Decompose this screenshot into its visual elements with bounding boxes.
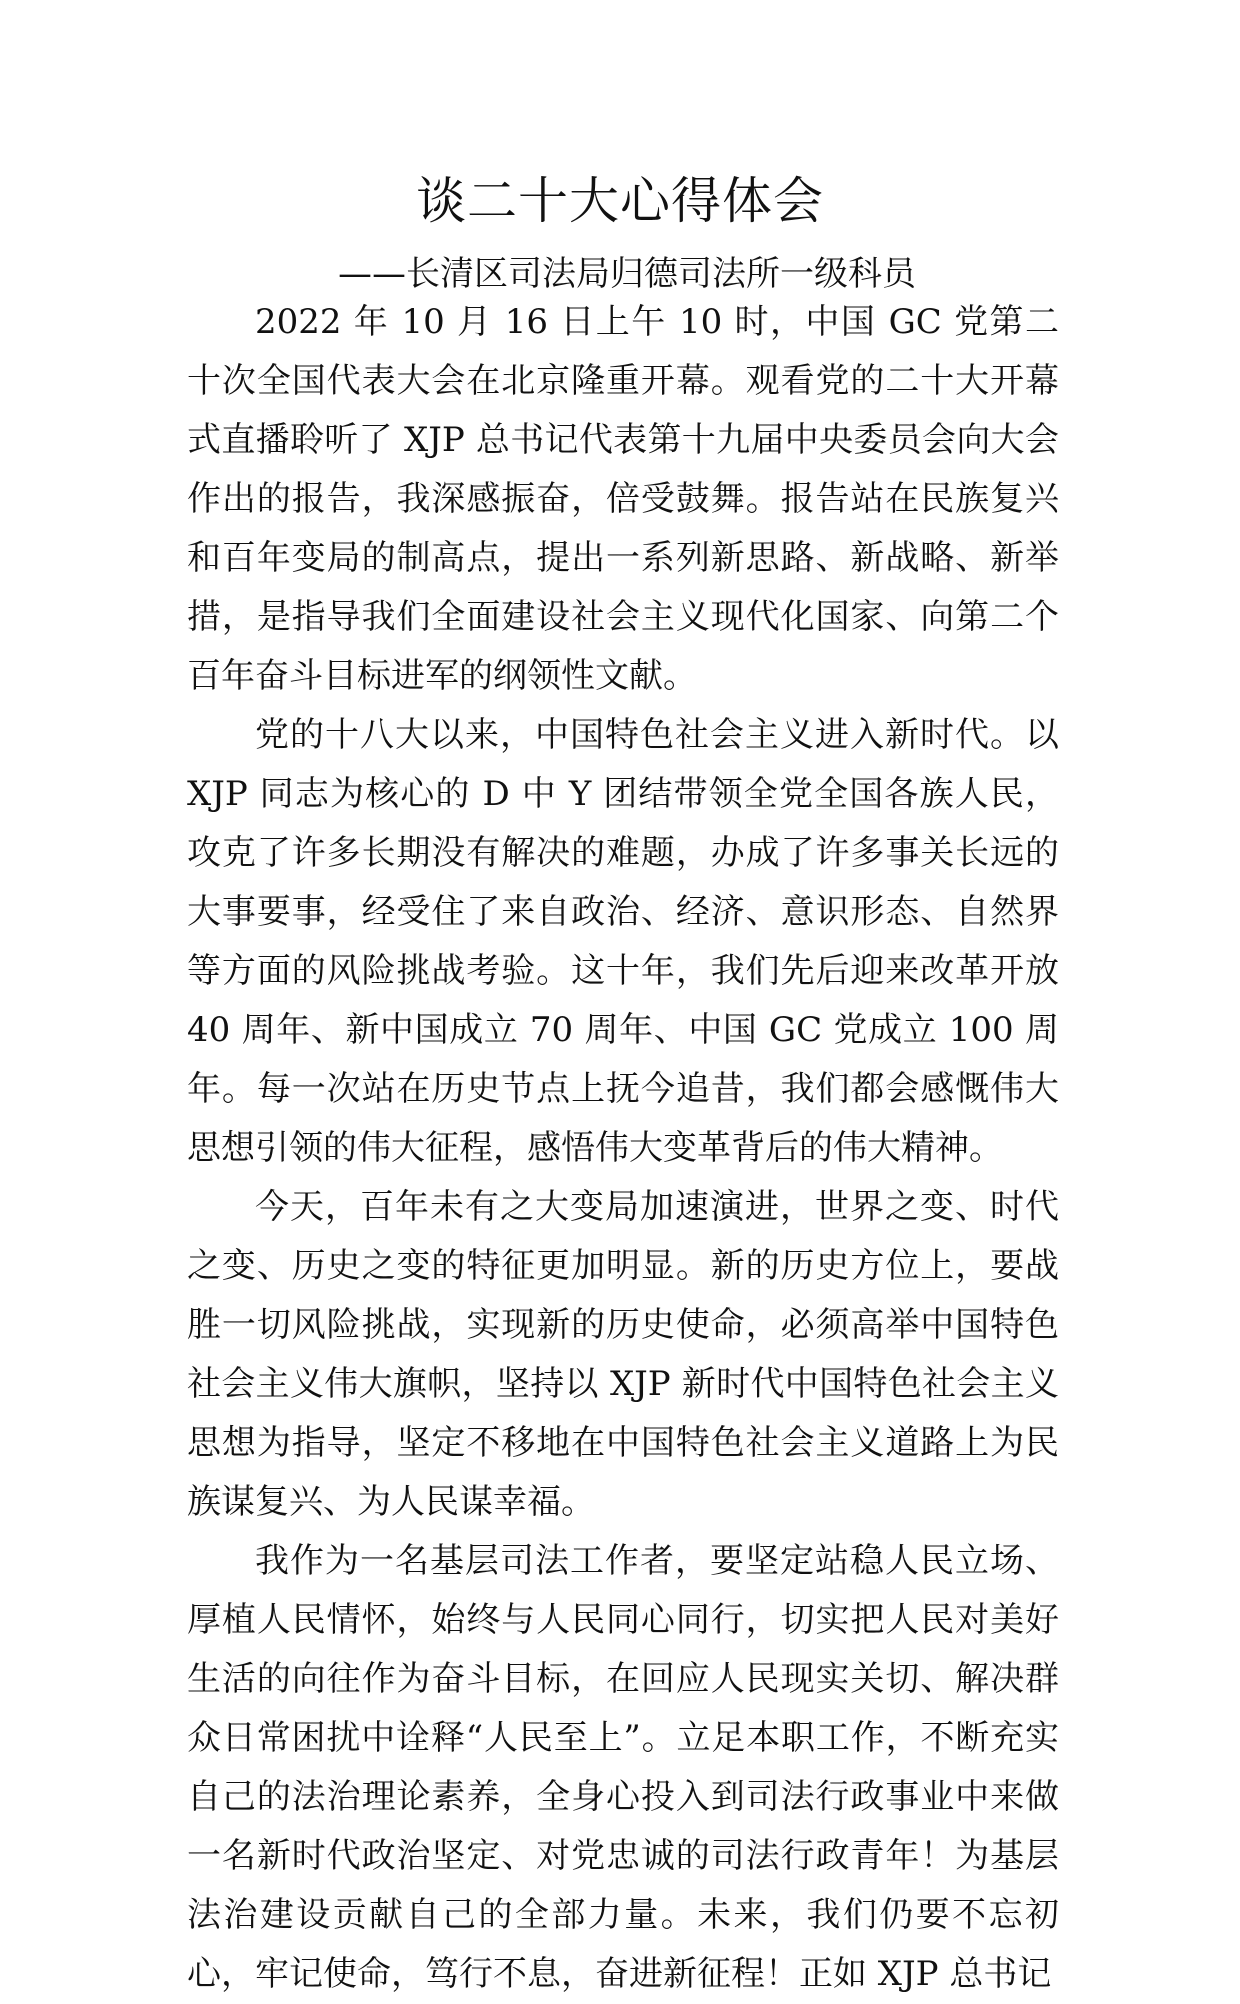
document-title: 谈二十大心得体会 <box>416 172 824 230</box>
paragraph: 今天，百年未有之大变局加速演进，世界之变、时代之变、历史之变的特征更加明显。新的历史方位上，要战胜一切风险挑战，实现新的历史使命，必须高举中国特色社会主义伟大旗帜，坚持以 XJP 新时代中国特色社会主义思想为指导，坚定不移地在中国特色社会主义道路上为民族谋复兴、为人民谋幸福。 <box>187 1187 1059 1522</box>
paragraph: 党的十八大以来，中国特色社会主义进入新时代。以 XJP 同志为核心的 D 中 Y 团结带领全党全国各族人民，攻克了许多长期没有解决的难题，办成了许多事关长远的大事要事，经受住了来自政治、经济、意识形态、自然界等方面的风险挑战考验。这十年，我们先后迎来改革开放 40 周年、新中国成立 70 周年、中国 GC 党成立 100 周年。每一次站在历史节点上抚今追昔，我们都会感慨伟大思想引领的伟大征程，感悟伟大变革背后的伟大精神。 <box>187 715 1059 1168</box>
document-subtitle: ——长清区司法局归德司法所一级科员 <box>338 254 916 294</box>
paragraph: 我作为一名基层司法工作者，要坚定站稳人民立场、厚植人民情怀，始终与人民同心同行，切实把人民对美好生活的向往作为奋斗目标，在回应人民现实关切、解决群众日常困扰中诠释“人民至上”。立足本职工作，不断充实自己的法治理论素养，全身心投入到司法行政事业中来做一名新时代政治坚定、对党忠诚的司法行政青年！为基层法治建设贡献自己的全部力量。未来，我们仍要不忘初心，牢记使命，笃行不息，奋进新征程！正如 XJP 总书记 <box>187 1541 1059 1994</box>
paragraph: 2022 年 10 月 16 日上午 10 时，中国 GC 党第二十次全国代表大会在北京隆重开幕。观看党的二十大开幕式直播聆听了 XJP 总书记代表第十九届中央委员会向大会作出的报告，我深感振奋，倍受鼓舞。报告站在民族复兴和百年变局的制高点，提出一系列新思路、新战略、新举措，是指导我们全面建设社会主义现代化国家、向第二个百年奋斗目标进军的纲领性文献。 <box>187 302 1059 696</box>
document-body <box>187 293 1059 2004</box>
